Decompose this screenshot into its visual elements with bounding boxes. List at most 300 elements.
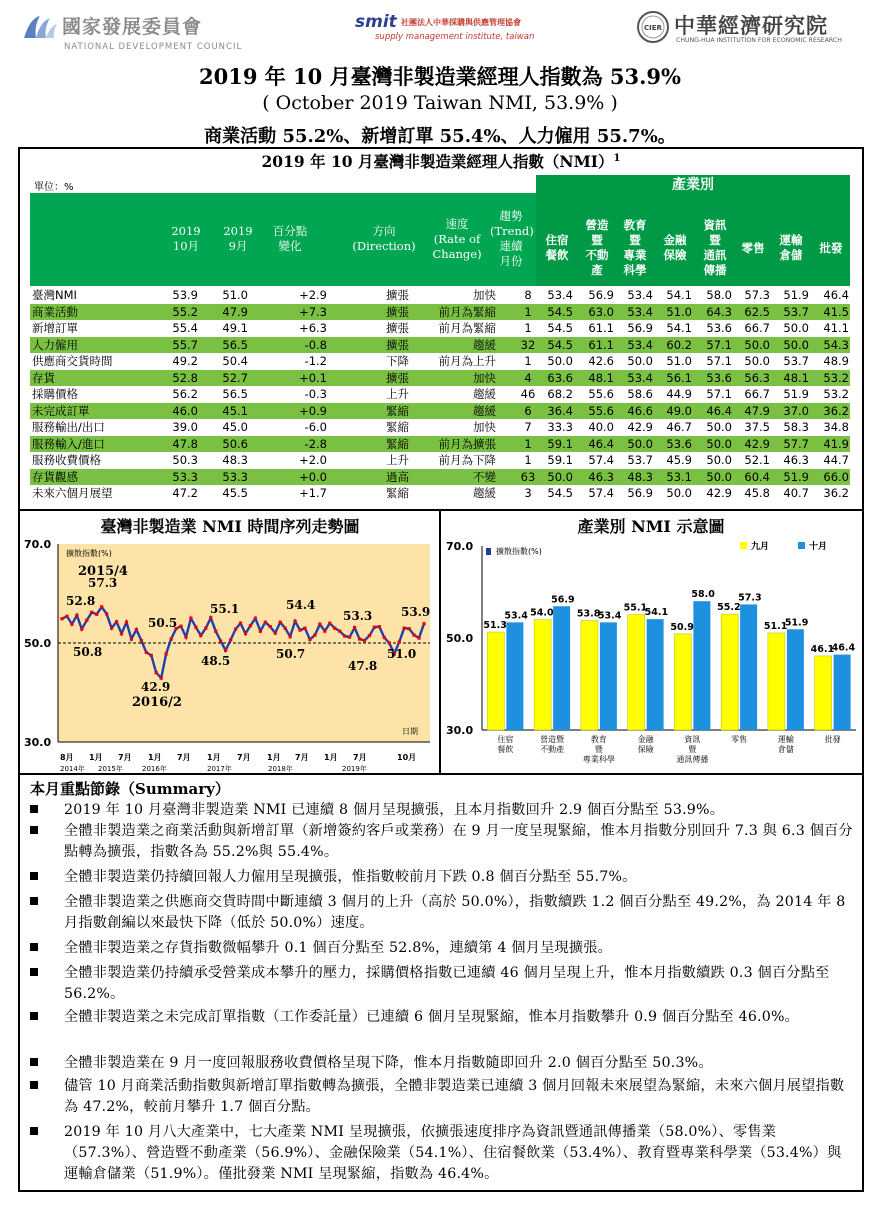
sector-bar xyxy=(534,620,551,730)
column-header: 金融 保險 xyxy=(663,233,687,262)
nmi-data-point xyxy=(298,629,301,632)
nmi-data-point xyxy=(135,628,138,631)
cell-sector: 45.9 xyxy=(666,453,692,467)
bar-data-label: 50.9 xyxy=(670,621,694,633)
cell-sector: 46.3 xyxy=(783,453,809,467)
table-row xyxy=(30,337,850,353)
cell-sector: 46.4 xyxy=(823,288,849,302)
cell-change: +0.9 xyxy=(299,403,327,418)
bar-data-label: 58.0 xyxy=(691,589,715,601)
line-chart-title: 臺灣非製造業 NMI 時間序列走勢圖 xyxy=(100,517,360,536)
column-header: 資訊 暨 通訊 傳播 xyxy=(703,218,727,277)
nmi-data-point xyxy=(150,654,153,657)
cell-sector: 59.1 xyxy=(547,436,573,451)
ndc-name-en: NATIONAL DEVELOPMENT COUNCIL xyxy=(64,42,243,52)
nmi-data-point xyxy=(408,627,411,630)
category-label: 金融 xyxy=(637,735,654,744)
cell-change: -1.2 xyxy=(304,354,327,368)
chart-annotation: 51.0 xyxy=(387,647,417,661)
y-tick-label: 30.0 xyxy=(446,724,474,737)
cell-trend: 1 xyxy=(524,304,532,319)
column-header: 方向 (Direction) xyxy=(352,224,416,253)
sector-bar xyxy=(768,633,785,730)
cell-direction: 擴張 xyxy=(386,288,409,302)
column-header: 速度 (Rate of Change) xyxy=(432,216,482,261)
cell-sector: 62.5 xyxy=(744,304,770,319)
nmi-data-point xyxy=(264,621,267,624)
page-title: 2019 年 10 月臺灣非製造業經理人指數為 53.9% xyxy=(198,64,681,89)
nmi-data-point xyxy=(398,640,401,643)
cell-sector: 40.0 xyxy=(588,420,614,434)
cell-change: +0.1 xyxy=(299,370,327,385)
cell-direction: 擴張 xyxy=(386,370,409,385)
row-label: 存貨 xyxy=(32,370,55,385)
nmi-data-point xyxy=(105,612,108,615)
cell-trend: 7 xyxy=(524,420,532,434)
cell-change: +1.7 xyxy=(299,486,327,500)
nmi-data-point xyxy=(199,634,202,637)
nmi-data-point xyxy=(383,636,386,639)
column-header: 運輸 倉儲 xyxy=(779,233,803,262)
chart-annotation: 52.8 xyxy=(66,594,96,608)
chart-annotation: 55.1 xyxy=(210,602,240,616)
nmi-data-point xyxy=(363,639,366,642)
cell-sector: 44.9 xyxy=(666,387,692,401)
cier-seal-icon xyxy=(636,10,670,44)
legend-swatch xyxy=(798,542,805,549)
cell-change: -6.0 xyxy=(304,420,327,434)
category-label: 運輸 xyxy=(777,735,794,744)
cell-sector: 57.4 xyxy=(588,486,614,500)
bullet-square-icon xyxy=(30,1127,38,1135)
nmi-data-point xyxy=(80,628,83,631)
smit-name-zh: 社團法人中華採購與供應管理協會 xyxy=(401,17,521,27)
cell-rate: 前月為擴張 xyxy=(438,436,496,451)
legend-label: 九月 xyxy=(751,542,770,552)
cell-sector: 48.1 xyxy=(588,370,614,385)
cell-sector: 50.0 xyxy=(783,321,809,335)
cell-trend: 3 xyxy=(524,486,532,500)
sector-bar xyxy=(721,614,738,730)
cell-oct: 56.2 xyxy=(172,387,198,401)
summary-text: 全體非製造業之供應商交貨時間中斷連續 3 個月的上升（高於 50.0%），指數續跌 1.2 個百分點至 49.2%，為 2014 年 8 月指數創編以來最快下降（低於 50.0%）速度。 xyxy=(64,894,846,931)
cell-sector: 58.0 xyxy=(706,288,732,302)
summary-title: 本月重點節錄（Summary） xyxy=(30,780,230,798)
nmi-data-point xyxy=(95,613,98,616)
cell-sector: 48.3 xyxy=(627,469,653,484)
nmi-data-point xyxy=(209,616,212,619)
cell-rate: 加快 xyxy=(473,420,496,434)
bar-data-label: 54.1 xyxy=(644,607,669,619)
cell-sector: 33.3 xyxy=(547,420,573,434)
bar-data-label: 55.2 xyxy=(717,602,741,614)
x-tick-label: 7月 xyxy=(118,753,132,762)
cell-sep: 52.7 xyxy=(222,370,248,385)
category-label: 教育 xyxy=(590,735,607,744)
category-label: 住宿 xyxy=(497,735,514,744)
cell-sector: 56.3 xyxy=(744,370,770,385)
column-header: 2019 10月 xyxy=(171,224,201,253)
cell-sector: 36.2 xyxy=(823,486,849,500)
bullet-square-icon xyxy=(30,1081,38,1089)
page-title-en: ( October 2019 Taiwan NMI, 53.9% ) xyxy=(262,92,618,114)
row-label: 臺灣NMI xyxy=(32,288,77,302)
cell-direction: 過高 xyxy=(386,469,409,484)
cell-sector: 41.5 xyxy=(823,304,849,319)
cell-change: -2.8 xyxy=(304,436,327,451)
bar-chart-title: 產業別 NMI 示意圖 xyxy=(577,517,725,536)
summary-text: 全體非製造業仍持續回報人力僱用呈現擴張，惟指數較前月下跌 0.8 個百分點至 55.7%。 xyxy=(64,869,637,885)
ndc-logo-mark xyxy=(22,12,58,42)
cell-sector: 68.2 xyxy=(547,387,573,401)
bullet-square-icon xyxy=(30,968,38,976)
cell-sector: 53.7 xyxy=(783,354,809,368)
nmi-data-point xyxy=(318,623,321,626)
chart-annotation: 54.4 xyxy=(286,598,316,612)
bullet-square-icon xyxy=(30,805,38,813)
nmi-data-point xyxy=(100,605,103,608)
cell-sector: 53.6 xyxy=(706,370,732,385)
y-axis-marker-icon xyxy=(486,548,491,555)
cell-direction: 緊縮 xyxy=(386,420,409,434)
sector-bar xyxy=(815,656,832,730)
sector-bar xyxy=(628,615,645,730)
category-label: 倉儲 xyxy=(777,745,794,754)
cell-sector: 36.4 xyxy=(547,403,573,418)
x-year-label: 2018年 xyxy=(268,765,293,773)
cell-sector: 66.7 xyxy=(744,321,770,335)
cell-sector: 57.1 xyxy=(706,354,732,368)
y-axis-label: 擴散指數(%) xyxy=(496,547,542,556)
row-label: 服務輸入/進口 xyxy=(32,436,105,451)
cell-sector: 60.4 xyxy=(744,469,770,484)
table-footnote-mark: 1 xyxy=(613,152,621,164)
column-header: 教育 暨 專業 科學 xyxy=(623,218,647,277)
cell-direction: 緊縮 xyxy=(386,486,409,500)
category-label: 專業科學 xyxy=(582,755,615,764)
x-year-label: 2015年 xyxy=(98,765,123,773)
y-tick-label: 30.0 xyxy=(24,736,52,749)
sector-bar-chart xyxy=(442,532,860,774)
cell-sector: 34.8 xyxy=(823,420,849,434)
bar-data-label: 56.9 xyxy=(551,594,575,606)
cell-sector: 61.1 xyxy=(588,337,614,352)
nmi-data-point xyxy=(169,637,172,640)
sector-bar xyxy=(674,634,691,730)
bullet-square-icon xyxy=(30,943,38,951)
nmi-data-point xyxy=(348,635,351,638)
cell-rate: 前月為下降 xyxy=(438,453,496,467)
nmi-data-point xyxy=(313,633,316,636)
row-label: 未來六個月展望 xyxy=(32,486,113,500)
category-label: 通訊傳播 xyxy=(676,755,709,764)
x-tick-label: 1月 xyxy=(89,753,103,762)
nmi-data-point xyxy=(194,626,197,629)
column-header: 批發 xyxy=(819,240,843,255)
x-tick-label: 1月 xyxy=(324,753,338,762)
cell-sep: 45.5 xyxy=(222,486,248,500)
cell-sector: 51.9 xyxy=(783,469,809,484)
category-label: 暨 xyxy=(688,745,697,754)
cell-sector: 58.6 xyxy=(627,387,653,401)
row-label: 供應商交貨時間 xyxy=(32,354,113,368)
nmi-data-point xyxy=(165,652,168,655)
cell-sector: 53.6 xyxy=(706,321,732,335)
nmi-data-point xyxy=(338,630,341,633)
cell-trend: 1 xyxy=(524,321,532,335)
category-label: 營造暨 xyxy=(540,735,565,744)
cell-rate: 趨緩 xyxy=(473,337,496,352)
nmi-data-point xyxy=(343,634,346,637)
cell-trend: 1 xyxy=(524,436,532,451)
nmi-data-point xyxy=(323,630,326,633)
nmi-data-point xyxy=(269,625,272,628)
cell-sector: 41.9 xyxy=(823,436,849,451)
row-label: 服務輸出/出口 xyxy=(32,420,105,434)
sector-bar xyxy=(647,619,664,730)
summary-text: 全體非製造業在 9 月一度回報服務收費價格呈現下降，惟本月指數隨即回升 2.0 個百分點至 50.3%。 xyxy=(64,1055,713,1071)
column-header: 2019 9月 xyxy=(223,224,253,253)
nmi-data-point xyxy=(70,623,73,626)
cell-sector: 58.3 xyxy=(783,420,809,434)
nmi-data-point xyxy=(378,625,381,628)
cell-oct: 53.9 xyxy=(172,288,198,302)
column-header: 營造 暨 不動 產 xyxy=(585,218,609,277)
cell-oct: 47.8 xyxy=(172,436,198,451)
summary-text: 全體非製造業之未完成訂單指數（工作委託量）已連續 6 個月呈現緊縮，惟本月指數攀升 0.9 個百分點至 46.0%。 xyxy=(64,1009,800,1025)
x-tick-label: 1月 xyxy=(207,753,221,762)
bullet-square-icon xyxy=(30,897,38,905)
cell-sector: 50.0 xyxy=(783,337,809,352)
cier-seal-text: CIER xyxy=(644,24,662,32)
cell-sector: 51.0 xyxy=(666,354,692,368)
nmi-data-point xyxy=(229,638,232,641)
page-subtitle: 商業活動 55.2%、新增訂單 55.4%、人力僱用 55.7%。 xyxy=(204,126,676,147)
cell-sector: 63.6 xyxy=(547,370,573,385)
chart-annotation: 2015/4 xyxy=(78,564,128,579)
bar-data-label: 53.4 xyxy=(504,610,528,622)
x-tick-label: 7月 xyxy=(177,753,191,762)
category-label: 不動產 xyxy=(540,745,565,754)
cell-sector: 60.2 xyxy=(666,337,692,352)
x-tick-label: 1月 xyxy=(148,753,162,762)
cell-sector: 54.5 xyxy=(547,337,573,352)
cell-sep: 45.0 xyxy=(222,420,248,434)
cell-sector: 50.0 xyxy=(547,469,573,484)
category-label: 批發 xyxy=(824,735,841,744)
row-label: 採購價格 xyxy=(32,387,78,401)
cell-rate: 不變 xyxy=(473,469,496,484)
column-header: 住宿 餐飲 xyxy=(545,233,569,262)
nmi-data-point xyxy=(120,632,123,635)
summary-text: 全體非製造業之存貨指數微幅攀升 0.1 個百分點至 52.8%，連續第 4 個月呈現擴張。 xyxy=(64,940,613,956)
sector-bar xyxy=(740,604,757,730)
nmi-data-point xyxy=(289,635,292,638)
cell-sep: 53.3 xyxy=(222,469,248,484)
nmi-data-point xyxy=(333,627,336,630)
chart-annotation: 53.9 xyxy=(401,605,431,619)
table-row xyxy=(30,370,850,386)
summary-text: 儘管 10 月商業活動指數與新增訂單指數轉為擴張，全體非製造業已連續 3 個月回報未來展望為緊縮，未來六個月展望指數為 47.2%，較前月攀升 1.7 個百分點。 xyxy=(64,1078,845,1115)
sector-bar xyxy=(693,601,710,730)
table-title-text: 2019 年 10 月臺灣非製造業經理人指數（NMI） xyxy=(261,152,614,171)
chart-annotation: 2016/2 xyxy=(132,695,182,710)
cell-sector: 54.1 xyxy=(666,288,692,302)
table-row xyxy=(30,485,850,501)
cell-sector: 54.5 xyxy=(547,304,573,319)
cell-sector: 45.8 xyxy=(744,486,770,500)
nmi-data-point xyxy=(353,626,356,629)
cell-trend: 1 xyxy=(524,453,532,467)
table-row xyxy=(30,304,850,320)
cell-direction: 緊縮 xyxy=(386,403,409,418)
cell-change: +2.0 xyxy=(299,453,327,467)
cell-change: +2.9 xyxy=(299,288,327,302)
cell-sector: 53.4 xyxy=(627,370,653,385)
cell-rate: 趨緩 xyxy=(473,387,496,401)
sector-bar xyxy=(787,629,804,730)
cell-sector: 50.0 xyxy=(706,453,732,467)
nmi-data-point xyxy=(60,617,63,620)
cell-sector: 54.3 xyxy=(823,337,849,352)
cell-sector: 41.1 xyxy=(823,321,849,335)
chart-annotation: 48.5 xyxy=(201,654,231,668)
row-label: 存貨觀感 xyxy=(32,469,78,484)
y-tick-label: 70.0 xyxy=(446,540,474,553)
table-row xyxy=(30,353,850,369)
cell-sector: 54.5 xyxy=(547,321,573,335)
cell-sector: 61.1 xyxy=(588,321,614,335)
cell-rate: 加快 xyxy=(473,370,496,385)
cell-direction: 擴張 xyxy=(386,337,409,352)
nmi-data-point xyxy=(184,635,187,638)
nmi-data-point xyxy=(75,614,78,617)
cell-sep: 56.5 xyxy=(222,337,248,352)
cell-sector: 59.1 xyxy=(547,453,573,467)
cell-sector: 52.1 xyxy=(744,453,770,467)
cell-sector: 57.4 xyxy=(588,453,614,467)
cell-sector: 42.9 xyxy=(706,486,732,500)
cell-sector: 44.7 xyxy=(823,453,849,467)
x-year-label: 2016年 xyxy=(142,765,167,773)
cell-sector: 56.1 xyxy=(666,370,692,385)
cell-sector: 56.9 xyxy=(627,486,653,500)
cell-sector: 37.5 xyxy=(744,420,770,434)
cell-sep: 56.5 xyxy=(222,387,248,401)
summary-text: 2019 年 10 月八大產業中，七大產業 NMI 呈現擴張，依擴張速度排序為資訊暨通訊傳播業（58.0%）、零售業（57.3%）、營造暨不動產業（56.9%）、金融保險業（54.1%）、住宿餐飲業（53.4%）、教育暨專業科學業（53.4%）與運輸倉儲業（51.9%）。僅批發業 NMI 呈現緊縮，指數為 46.4%。 xyxy=(64,1124,842,1182)
category-label: 零售 xyxy=(731,735,748,744)
nmi-data-point xyxy=(140,639,143,642)
cell-sector: 46.4 xyxy=(588,436,614,451)
nmi-data-point xyxy=(189,617,192,620)
nmi-data-point xyxy=(145,651,148,654)
cell-sector: 53.4 xyxy=(627,288,653,302)
cell-trend: 8 xyxy=(524,288,532,302)
column-header: 零售 xyxy=(741,240,765,255)
cell-change: -0.3 xyxy=(304,387,327,401)
unit-label: 單位：% xyxy=(34,182,74,193)
x-tick-label: 7月 xyxy=(237,753,251,762)
bar-data-label: 57.3 xyxy=(738,592,762,604)
bar-data-label: 51.3 xyxy=(483,620,507,632)
cell-change: +7.3 xyxy=(299,304,327,319)
legend-swatch xyxy=(740,542,747,549)
row-label: 人力僱用 xyxy=(32,337,78,352)
cell-sector: 36.2 xyxy=(823,403,849,418)
nmi-data-point xyxy=(293,620,296,623)
x-tick-label: 10月 xyxy=(397,753,417,762)
bar-data-label: 46.4 xyxy=(831,642,856,654)
cell-change: +6.3 xyxy=(299,321,327,335)
cier-logo xyxy=(636,10,866,50)
cell-direction: 下降 xyxy=(386,354,409,368)
cell-change: +0.0 xyxy=(299,469,327,484)
nmi-data-point xyxy=(85,619,88,622)
nmi-data-point xyxy=(179,625,182,628)
x-tick-label: 7月 xyxy=(353,753,367,762)
cell-rate: 前月為上升 xyxy=(438,354,496,368)
cell-sector: 53.2 xyxy=(823,387,849,401)
summary-text: 全體非製造業仍持續承受營業成本攀升的壓力，採購價格指數已連續 46 個月呈現上升，惟本月指數續跌 0.3 個百分點至 56.2%。 xyxy=(64,965,830,1002)
cell-sector: 46.3 xyxy=(588,469,614,484)
cell-sector: 53.4 xyxy=(547,288,573,302)
bar-data-label: 55.1 xyxy=(623,602,648,614)
x-tick-label: 7月 xyxy=(295,753,309,762)
cell-sector: 54.5 xyxy=(547,486,573,500)
y-axis-label: 擴散指數(%) xyxy=(66,549,112,558)
cell-sector: 53.1 xyxy=(666,469,692,484)
nmi-data-point xyxy=(234,628,237,631)
bar-data-label: 51.9 xyxy=(784,617,809,629)
category-label: 暨 xyxy=(594,745,603,754)
cell-sector: 50.0 xyxy=(547,354,573,368)
column-header: 百分點 變化 xyxy=(272,224,308,253)
nmi-data-point xyxy=(110,627,113,630)
y-tick-label: 50.0 xyxy=(24,637,52,650)
cell-sector: 51.9 xyxy=(783,288,809,302)
y-tick-label: 50.0 xyxy=(446,632,474,645)
cell-rate: 趨緩 xyxy=(473,403,496,418)
chart-annotation: 57.3 xyxy=(88,576,118,590)
cell-change: -0.8 xyxy=(304,337,327,352)
chart-annotation: 42.9 xyxy=(141,680,171,694)
cell-rate: 前月為緊縮 xyxy=(438,321,496,335)
cell-trend: 63 xyxy=(520,469,536,484)
bullet-square-icon xyxy=(30,826,38,834)
cell-sector: 47.9 xyxy=(744,403,770,418)
nmi-data-point xyxy=(155,671,158,674)
cell-sep: 48.3 xyxy=(222,453,248,467)
nmi-data-point xyxy=(204,627,207,630)
nmi-data-point xyxy=(303,627,306,630)
cell-sector: 55.6 xyxy=(588,387,614,401)
column-header: 趨勢 (Trend) 連續 月份 xyxy=(490,209,534,268)
cell-sector: 57.3 xyxy=(744,288,770,302)
nmi-data-point xyxy=(125,621,128,624)
cell-sector: 42.6 xyxy=(588,354,614,368)
bullet-square-icon xyxy=(30,872,38,880)
summary-text: 2019 年 10 月臺灣非製造業 NMI 已連續 8 個月呈現擴張，且本月指數回升 2.9 個百分點至 53.9%。 xyxy=(64,802,725,818)
table-row xyxy=(30,452,850,468)
summary-text: 全體非製造業之商業活動與新增訂單（新增簽約客戶或業務）在 9 月一度呈現緊縮，惟本月指數分別回升 7.3 與 6.3 個百分點轉為擴張，指數各為 55.2%與 55.4%。 xyxy=(64,823,853,860)
cell-oct: 53.3 xyxy=(172,469,198,484)
bar-data-label: 46.1 xyxy=(810,643,835,655)
nmi-data-point xyxy=(422,622,425,625)
nmi-data-point xyxy=(254,617,257,620)
cell-trend: 4 xyxy=(524,370,532,385)
table-title xyxy=(20,150,862,172)
bullet-square-icon xyxy=(30,1058,38,1066)
